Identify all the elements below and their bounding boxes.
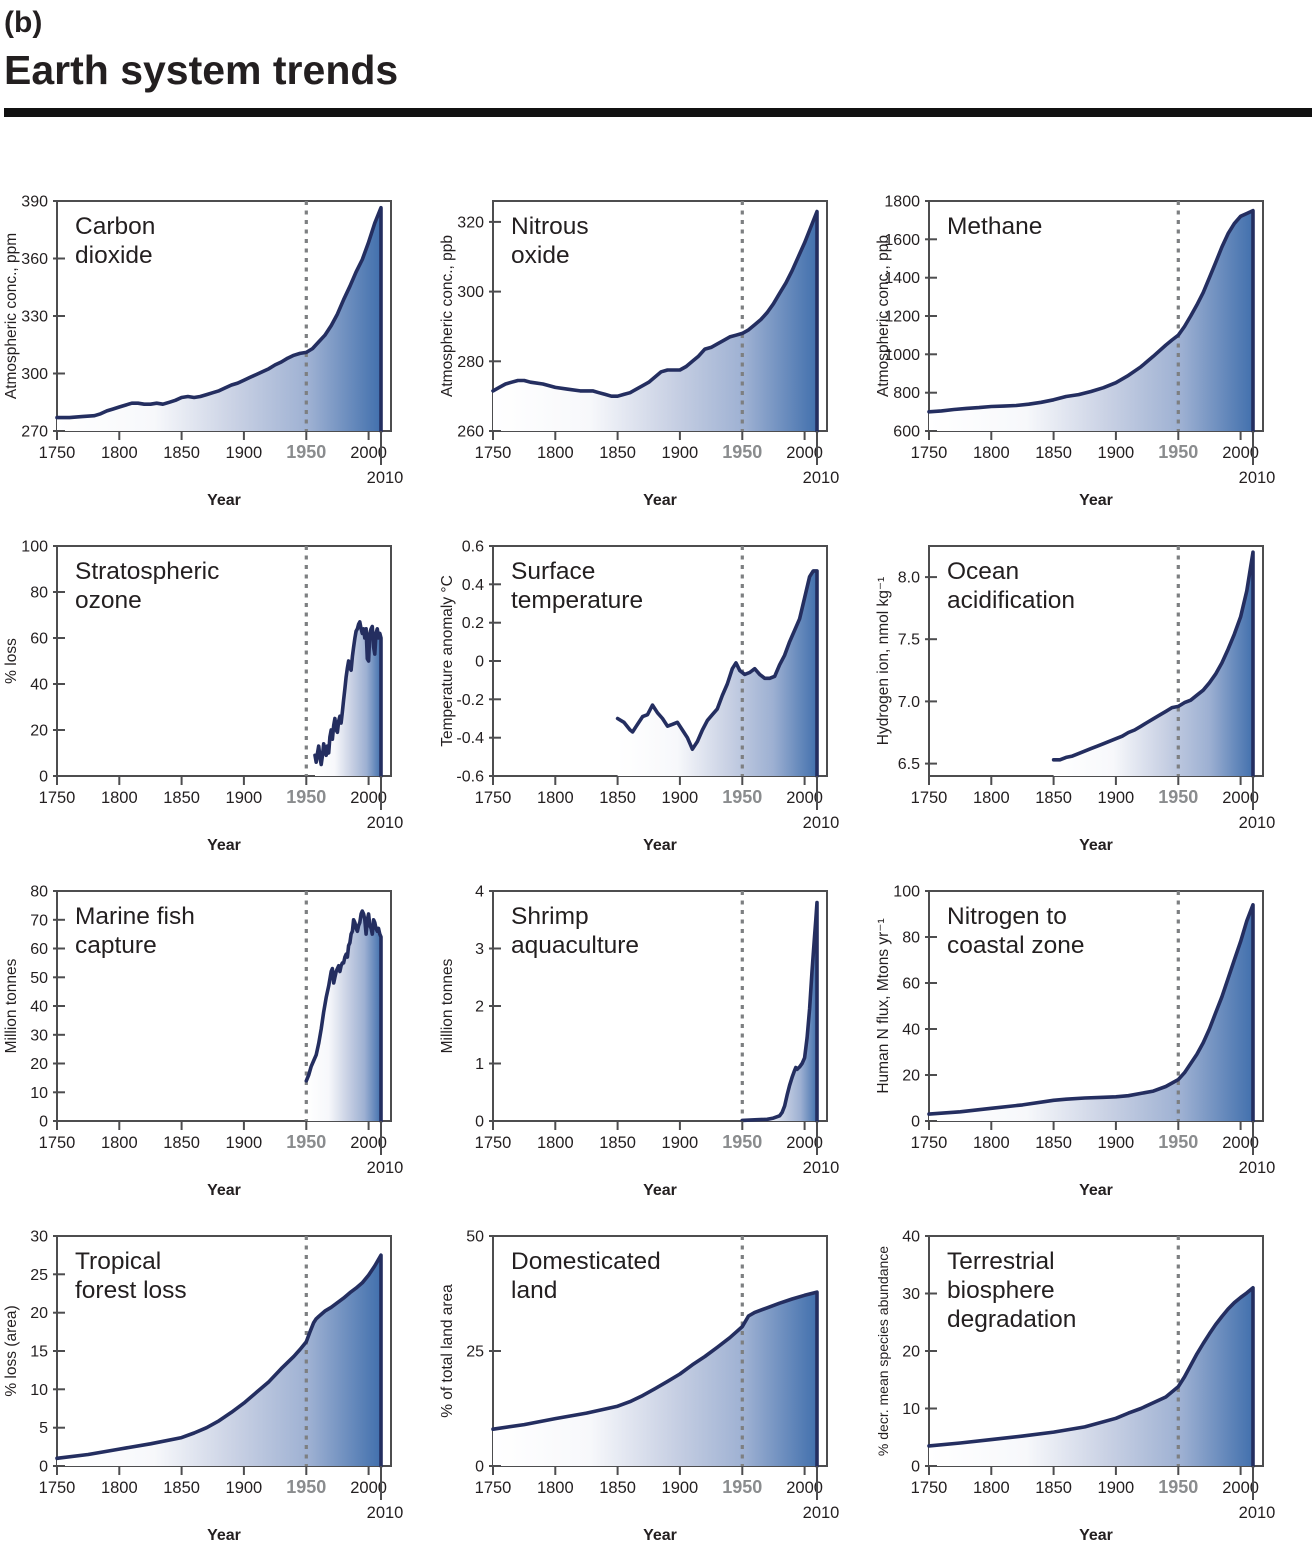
x-end-tick-label: 2010 — [802, 469, 840, 487]
x-axis-label: Year — [207, 492, 241, 509]
x-tick-label: 1800 — [100, 1134, 138, 1152]
y-tick-label: 360 — [21, 251, 48, 268]
x-tick-label-1950: 1950 — [286, 1477, 327, 1497]
x-axis-label: Year — [1079, 837, 1113, 854]
chart-title — [75, 903, 195, 959]
y-tick-label: 300 — [457, 284, 484, 302]
x-tick-label: 1800 — [972, 1479, 1010, 1497]
chart-title — [947, 1248, 1076, 1333]
y-tick-label: 1800 — [884, 193, 920, 211]
x-tick-label: 1800 — [972, 789, 1010, 807]
x-tick-label: 1800 — [100, 1479, 138, 1497]
chart-title-line: Surface — [511, 558, 596, 585]
y-axis-label: % loss (area) — [3, 1305, 20, 1397]
chart-title — [947, 558, 1075, 614]
y-tick-label: 10 — [30, 1084, 48, 1102]
x-axis-label: Year — [1079, 1182, 1113, 1199]
chart-title-line: biosphere — [947, 1277, 1055, 1304]
y-tick-label: 40 — [902, 1021, 920, 1039]
y-tick-label: 80 — [30, 584, 48, 602]
chart-canvas-carbon-dioxide — [0, 181, 436, 526]
x-end-tick-label: 2010 — [802, 814, 840, 832]
y-tick-label: 0 — [39, 768, 48, 786]
y-tick-label: 30 — [902, 1286, 920, 1303]
x-tick-label: 2000 — [786, 1134, 823, 1152]
x-tick-label: 2000 — [1222, 789, 1259, 807]
chart-title — [511, 903, 639, 959]
x-tick-label: 1900 — [1097, 789, 1135, 807]
y-tick-label: 15 — [30, 1343, 48, 1361]
chart-title-line: Shrimp — [511, 903, 589, 930]
page-header — [0, 0, 1308, 117]
charts-grid — [0, 181, 1308, 1561]
x-tick-label: 1750 — [38, 444, 76, 462]
y-tick-label: 60 — [30, 941, 48, 958]
chart-nitrous-oxide — [436, 181, 872, 526]
y-tick-label: 5 — [39, 1420, 48, 1438]
x-axis-label: Year — [1079, 492, 1113, 509]
x-tick-label-1950: 1950 — [722, 442, 763, 462]
x-axis-label: Year — [1079, 1527, 1113, 1544]
y-tick-label: 25 — [466, 1343, 484, 1361]
x-tick-label: 1800 — [972, 444, 1010, 462]
x-end-tick-label: 2010 — [1238, 1159, 1276, 1177]
chart-title-line: capture — [75, 932, 157, 959]
chart-title-line: Carbon — [75, 213, 156, 240]
y-axis-label: Human N flux, Mtons yr⁻¹ — [875, 918, 892, 1094]
y-tick-label: 3 — [475, 941, 484, 958]
y-tick-label: 0 — [39, 1113, 48, 1131]
y-tick-label: 4 — [475, 883, 484, 901]
y-tick-label: 80 — [30, 883, 48, 901]
x-tick-label-1950: 1950 — [1158, 1132, 1199, 1152]
x-tick-label: 1900 — [661, 789, 699, 807]
x-tick-label: 2000 — [1222, 444, 1259, 462]
y-tick-label: 20 — [902, 1343, 920, 1361]
x-tick-label-1950: 1950 — [1158, 787, 1199, 807]
y-tick-label: -0.2 — [456, 691, 484, 709]
chart-title — [511, 1248, 661, 1304]
x-tick-label: 1850 — [163, 444, 200, 462]
y-axis-label: % loss — [3, 638, 20, 684]
y-axis-label: Temperature anomaly °C — [439, 575, 456, 747]
y-tick-label: 0 — [911, 1113, 920, 1131]
y-tick-label: 40 — [30, 676, 48, 694]
x-tick-label: 1850 — [1035, 789, 1072, 807]
title-rule — [4, 108, 1312, 117]
chart-canvas-stratospheric-ozone — [0, 526, 436, 871]
y-tick-label: 0 — [475, 1458, 484, 1476]
y-tick-label: 1000 — [884, 346, 920, 364]
y-tick-label: 40 — [30, 998, 48, 1016]
y-tick-label: 0 — [39, 1458, 48, 1476]
panel-label: (b) — [4, 6, 43, 39]
y-tick-label: 20 — [30, 722, 48, 740]
x-end-tick-label: 2010 — [802, 1159, 840, 1177]
x-tick-label: 1900 — [225, 789, 263, 807]
chart-title — [75, 1248, 187, 1304]
y-axis-label: % decr. mean species abundance — [875, 1245, 891, 1457]
y-axis-label: Atmospheric conc., ppb — [875, 235, 892, 397]
y-axis-label: Atmospheric conc., ppm — [3, 232, 20, 400]
y-tick-label: 6.5 — [897, 756, 920, 774]
y-tick-label: 70 — [30, 912, 48, 930]
y-tick-label: 0 — [911, 1458, 920, 1476]
x-tick-label: 1750 — [474, 1134, 512, 1152]
y-tick-label: 20 — [902, 1067, 920, 1085]
chart-title — [947, 903, 1085, 959]
chart-title-line: land — [511, 1277, 558, 1304]
y-tick-label: 7.5 — [897, 631, 920, 649]
x-tick-label-1950: 1950 — [722, 787, 763, 807]
x-tick-label: 1850 — [163, 1479, 200, 1497]
x-tick-label: 1850 — [1035, 1134, 1072, 1152]
chart-title — [511, 558, 643, 614]
chart-title-line: temperature — [511, 587, 644, 614]
x-tick-label: 2000 — [786, 444, 823, 462]
x-tick-label: 1850 — [599, 444, 636, 462]
area-fill — [742, 903, 817, 1122]
chart-tropical-forest-loss — [0, 1216, 436, 1561]
chart-carbon-dioxide — [0, 181, 436, 526]
x-tick-label-1950: 1950 — [286, 787, 327, 807]
x-axis-label: Year — [643, 837, 677, 854]
x-tick-label: 2000 — [350, 1479, 387, 1497]
x-tick-label: 1750 — [910, 444, 948, 462]
chart-canvas-ocean-acidification — [872, 526, 1308, 871]
chart-title-line: Terrestrial — [947, 1248, 1055, 1275]
x-axis-label: Year — [207, 837, 241, 854]
y-tick-label: 0 — [475, 1113, 484, 1131]
chart-domesticated-land — [436, 1216, 872, 1561]
y-tick-label: -0.6 — [456, 768, 484, 786]
y-tick-label: 0.6 — [461, 538, 484, 556]
y-tick-label: 320 — [457, 214, 484, 232]
y-axis-label: Hydrogen ion, nmol kg⁻¹ — [875, 576, 892, 746]
x-tick-label: 1800 — [536, 1479, 574, 1497]
chart-marine-fish-capture — [0, 871, 436, 1216]
y-tick-label: 80 — [902, 929, 920, 947]
chart-shrimp-aquaculture — [436, 871, 872, 1216]
y-axis-label: Million tonnes — [439, 958, 456, 1054]
chart-title-line: aquaculture — [511, 932, 640, 959]
page-title: Earth system trends — [4, 47, 399, 93]
chart-canvas-surface-temperature — [436, 526, 872, 871]
y-tick-label: 10 — [902, 1401, 920, 1418]
chart-canvas-marine-fish-capture — [0, 871, 436, 1216]
area-fill — [929, 211, 1253, 431]
x-end-tick-label: 2010 — [366, 814, 404, 832]
chart-title-line: Ocean — [947, 558, 1020, 585]
x-tick-label: 1900 — [661, 444, 699, 462]
x-tick-label-1950: 1950 — [1158, 1477, 1199, 1497]
y-tick-label: 800 — [893, 385, 920, 403]
y-axis-label: Atmospheric conc., ppb — [439, 235, 456, 397]
x-end-tick-label: 2010 — [366, 1159, 404, 1177]
x-tick-label: 2000 — [786, 789, 823, 807]
x-end-tick-label: 2010 — [1238, 814, 1276, 832]
x-tick-label-1950: 1950 — [1158, 442, 1199, 462]
y-tick-label: 8.0 — [897, 569, 920, 587]
x-tick-label: 1900 — [661, 1134, 699, 1152]
x-tick-label: 1800 — [972, 1134, 1010, 1152]
x-tick-label-1950: 1950 — [722, 1132, 763, 1152]
x-tick-label-1950: 1950 — [286, 1132, 327, 1152]
chart-title-line: dioxide — [75, 242, 153, 269]
chart-title-line: Nitrous — [511, 213, 589, 240]
x-tick-label: 2000 — [786, 1479, 823, 1497]
area-fill — [493, 1292, 817, 1466]
y-tick-label: 330 — [21, 308, 48, 326]
y-tick-label: 20 — [30, 1056, 48, 1073]
chart-canvas-shrimp-aquaculture — [436, 871, 872, 1216]
x-tick-label: 2000 — [1222, 1479, 1259, 1497]
chart-ocean-acidification — [872, 526, 1308, 871]
y-tick-label: 100 — [21, 538, 48, 556]
y-tick-label: 0 — [475, 653, 484, 671]
x-tick-label: 1850 — [1035, 1479, 1072, 1497]
y-tick-label: 300 — [21, 366, 48, 383]
x-tick-label: 1750 — [474, 789, 512, 807]
x-tick-label: 1850 — [599, 1479, 636, 1497]
chart-nitrogen-to-coastal-zone — [872, 871, 1308, 1216]
x-end-tick-label: 2010 — [366, 1504, 404, 1522]
y-tick-label: -0.4 — [456, 730, 484, 748]
chart-title-line: coastal zone — [947, 932, 1085, 959]
x-tick-label: 1750 — [910, 789, 948, 807]
x-axis-label: Year — [643, 492, 677, 509]
area-fill — [618, 571, 817, 776]
chart-title-line: degradation — [947, 1306, 1077, 1333]
chart-canvas-tropical-forest-loss — [0, 1216, 436, 1561]
y-tick-label: 10 — [30, 1381, 48, 1399]
x-axis-label: Year — [207, 1182, 241, 1199]
chart-stratospheric-ozone — [0, 526, 436, 871]
y-tick-label: 1200 — [884, 308, 920, 326]
chart-title — [947, 213, 1042, 240]
chart-canvas-methane — [872, 181, 1308, 526]
chart-methane — [872, 181, 1308, 526]
y-tick-label: 60 — [30, 630, 48, 648]
y-tick-label: 25 — [30, 1266, 48, 1284]
chart-canvas-nitrogen-to-coastal-zone — [872, 871, 1308, 1216]
x-tick-label: 2000 — [1222, 1134, 1259, 1152]
x-axis-label: Year — [207, 1527, 241, 1544]
y-tick-label: 270 — [21, 423, 48, 441]
x-end-tick-label: 2010 — [802, 1504, 840, 1522]
x-tick-label: 1800 — [536, 789, 574, 807]
x-tick-label: 1900 — [661, 1479, 699, 1497]
x-tick-label: 1900 — [1097, 1134, 1135, 1152]
y-tick-label: 40 — [902, 1228, 920, 1246]
x-tick-label: 1850 — [599, 1134, 636, 1152]
area-fill — [306, 911, 381, 1121]
y-tick-label: 30 — [30, 1228, 48, 1246]
x-tick-label: 1750 — [38, 789, 76, 807]
y-tick-label: 2 — [475, 998, 484, 1016]
x-tick-label: 1800 — [100, 789, 138, 807]
y-tick-label: 260 — [457, 423, 484, 441]
y-tick-label: 20 — [30, 1305, 48, 1323]
x-tick-label: 1750 — [38, 1134, 76, 1152]
x-tick-label: 2000 — [350, 789, 387, 807]
x-tick-label-1950: 1950 — [286, 442, 327, 462]
y-tick-label: 600 — [893, 423, 920, 441]
y-axis-label: Million tonnes — [3, 958, 20, 1054]
x-end-tick-label: 2010 — [1238, 1504, 1276, 1522]
chart-title-line: Stratospheric — [75, 558, 220, 585]
x-tick-label: 1900 — [1097, 1479, 1135, 1497]
chart-title-line: Marine fish — [75, 903, 195, 930]
x-tick-label: 1850 — [599, 789, 636, 807]
chart-canvas-nitrous-oxide — [436, 181, 872, 526]
chart-surface-temperature — [436, 526, 872, 871]
y-tick-label: 280 — [457, 353, 484, 371]
y-tick-label: 60 — [902, 975, 920, 993]
y-tick-label: 7.0 — [897, 693, 920, 711]
x-tick-label: 1750 — [910, 1479, 948, 1497]
y-tick-label: 0.4 — [461, 576, 484, 594]
x-tick-label: 1750 — [474, 1479, 512, 1497]
x-end-tick-label: 2010 — [366, 469, 404, 487]
chart-title-line: Tropical — [75, 1248, 162, 1275]
chart-title-line: Methane — [947, 213, 1043, 240]
chart-title-line: Domesticated — [511, 1248, 661, 1275]
x-tick-label: 2000 — [350, 1134, 387, 1152]
x-end-tick-label: 2010 — [1238, 469, 1276, 487]
x-tick-label: 1900 — [1097, 444, 1135, 462]
x-tick-label: 1750 — [910, 1134, 948, 1152]
y-tick-label: 1400 — [884, 270, 920, 288]
chart-title — [511, 213, 589, 269]
x-tick-label: 1800 — [100, 444, 138, 462]
chart-terrestrial-biosphere-degradation — [872, 1216, 1308, 1561]
chart-title-line: Nitrogen to — [947, 903, 1067, 930]
x-tick-label: 1900 — [225, 1134, 263, 1152]
chart-title-line: oxide — [511, 242, 570, 269]
chart-canvas-terrestrial-biosphere-degradation — [872, 1216, 1308, 1561]
x-tick-label: 1850 — [163, 789, 200, 807]
chart-title — [75, 213, 155, 269]
y-tick-label: 390 — [21, 193, 48, 211]
x-tick-label: 1750 — [38, 1479, 76, 1497]
y-axis-label: % of total land area — [439, 1284, 456, 1418]
y-tick-label: 1600 — [884, 231, 920, 249]
x-tick-label: 2000 — [350, 444, 387, 462]
x-tick-label: 1750 — [474, 444, 512, 462]
chart-canvas-domesticated-land — [436, 1216, 872, 1561]
x-tick-label: 1850 — [163, 1134, 200, 1152]
y-tick-label: 50 — [466, 1228, 484, 1246]
x-tick-label-1950: 1950 — [722, 1477, 763, 1497]
x-tick-label: 1850 — [1035, 444, 1072, 462]
x-tick-label: 1800 — [536, 444, 574, 462]
y-tick-label: 50 — [30, 969, 48, 987]
x-tick-label: 1800 — [536, 1134, 574, 1152]
x-axis-label: Year — [643, 1527, 677, 1544]
x-axis-label: Year — [643, 1182, 677, 1199]
chart-title-line: ozone — [75, 587, 142, 614]
chart-title-line: acidification — [947, 587, 1076, 614]
y-tick-label: 100 — [893, 883, 920, 901]
y-tick-label: 30 — [30, 1027, 48, 1045]
y-tick-label: 0.2 — [461, 615, 484, 633]
x-tick-label: 1900 — [225, 444, 263, 462]
x-tick-label: 1900 — [225, 1479, 263, 1497]
y-tick-label: 1 — [475, 1056, 484, 1073]
chart-title — [75, 558, 219, 614]
chart-title-line: forest loss — [75, 1277, 187, 1304]
